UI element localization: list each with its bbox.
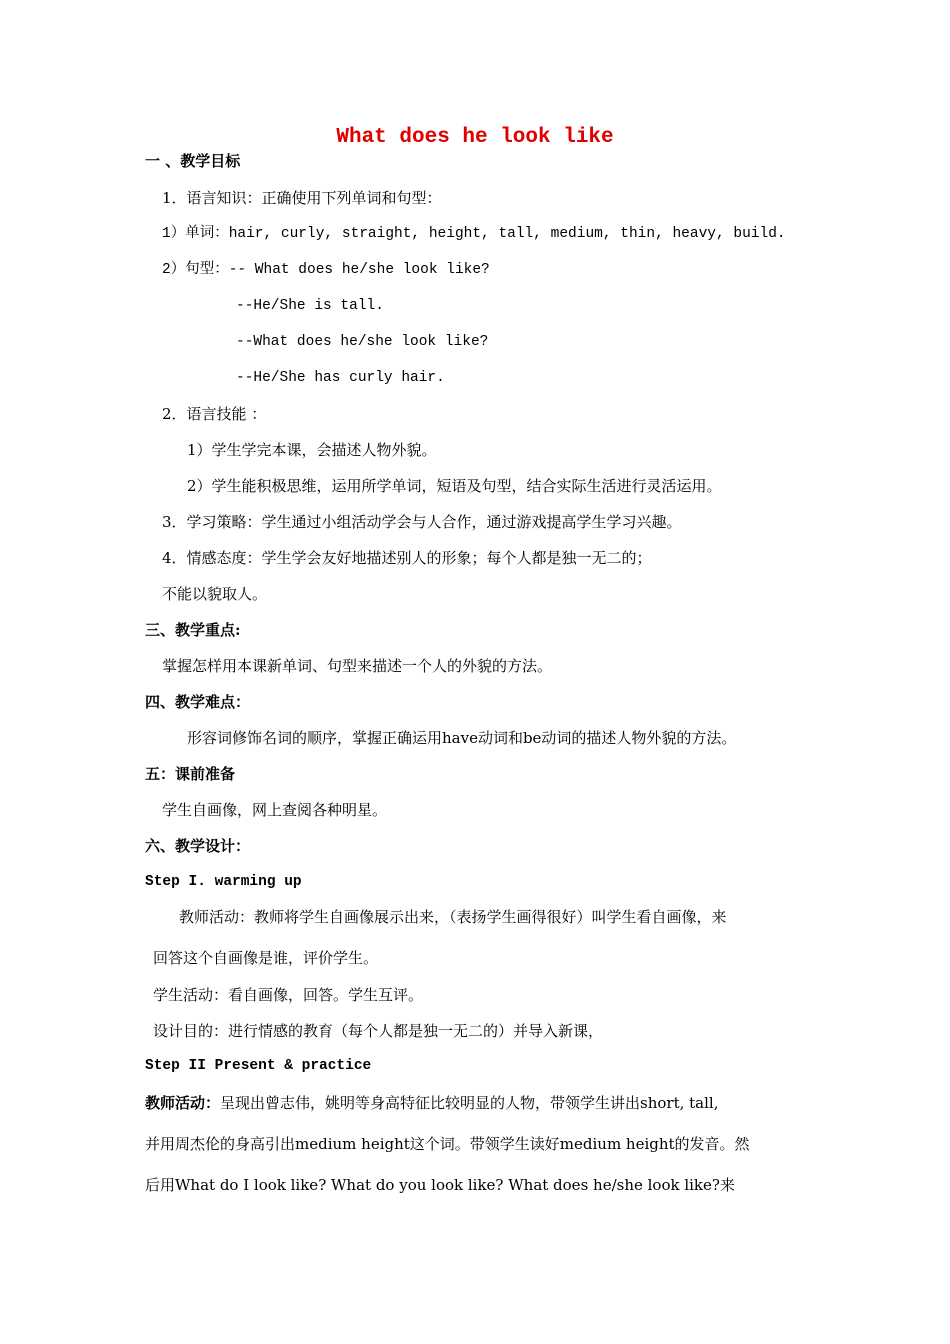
preparation-text: 学生自画像，网上查阅各种明星。	[162, 801, 388, 819]
section-heading-difficulties: 四、教学难点：	[145, 693, 251, 711]
sentence-pattern-line: 2）句型：-- What does he/she look like?	[162, 262, 490, 278]
sentence-pattern-3: --What does he/she look like?	[236, 334, 489, 350]
step1-student-activity: 学生活动：看自画像，回答。学生互评。	[153, 986, 424, 1004]
section-heading-design: 六、教学设计：	[145, 837, 251, 855]
step2-line-3: 后用What do I look like? What do you look like? What does he/she look like?来	[145, 1176, 735, 1194]
step2-line-2: 并用周杰伦的身高引出medium height这个词。带领学生读好medium height的发音。然	[145, 1135, 750, 1153]
step1-teacher-activity: 教师活动：教师将学生自画像展示出来，（表扬学生画得很好）叫学生看自画像，来	[179, 908, 727, 926]
objective-learning-strategy: 3．学习策略：学生通过小组活动学会与人合作，通过游戏提高学生学习兴趣。	[162, 513, 682, 531]
step2-line-1	[145, 1093, 718, 1113]
step2-line-1-text: 呈现出曾志伟，姚明等身高特征比较明显的人物，带领学生讲出short, tall,	[220, 1094, 719, 1112]
section-heading-preparation: 五：课前准备	[145, 765, 236, 783]
step1-teacher-activity-cont: 回答这个自画像是谁，评价学生。	[153, 949, 379, 967]
step1-design-purpose: 设计目的：进行情感的教育（每个人都是独一无二的）并导入新课，	[153, 1022, 604, 1040]
step2-title: Step II Present & practice	[145, 1058, 372, 1074]
skill-item-2: 2）学生能积极思维，运用所学单词，短语及句型，结合实际生活进行灵活运用。	[187, 477, 722, 495]
objective-emotional-attitude-cont: 不能以貌取人。	[162, 585, 268, 603]
document-title: What does he look like	[336, 126, 614, 149]
section-heading-objectives: 一 、教学目标	[145, 152, 241, 170]
skill-item-1: 1）学生学完本课，会描述人物外貌。	[187, 441, 437, 459]
section-heading-key-points: 三、教学重点:	[145, 621, 241, 639]
objective-emotional-attitude: 4．情感态度：学生学会友好地描述别人的形象；每个人都是独一无二的；	[162, 549, 652, 567]
objective-language-knowledge: 1．语言知识：正确使用下列单词和句型：	[162, 189, 442, 207]
objective-language-skills: 2．语言技能 ：	[162, 405, 267, 423]
sentence-pattern-4: --He/She has curly hair.	[236, 370, 445, 386]
step2-teacher-label: 教师活动：	[145, 1094, 221, 1112]
step1-title: Step I. warming up	[145, 874, 302, 890]
key-points-text: 掌握怎样用本课新单词、句型来描述一个人的外貌的方法。	[162, 657, 553, 675]
vocabulary-line: 1）单词：hair, curly, straight, height, tall, medium, thin, heavy, build.	[162, 226, 786, 242]
difficulties-text: 形容词修饰名词的顺序，掌握正确运用have动词和be动词的描述人物外貌的方法。	[187, 729, 737, 747]
sentence-pattern-2: --He/She is tall.	[236, 298, 384, 314]
